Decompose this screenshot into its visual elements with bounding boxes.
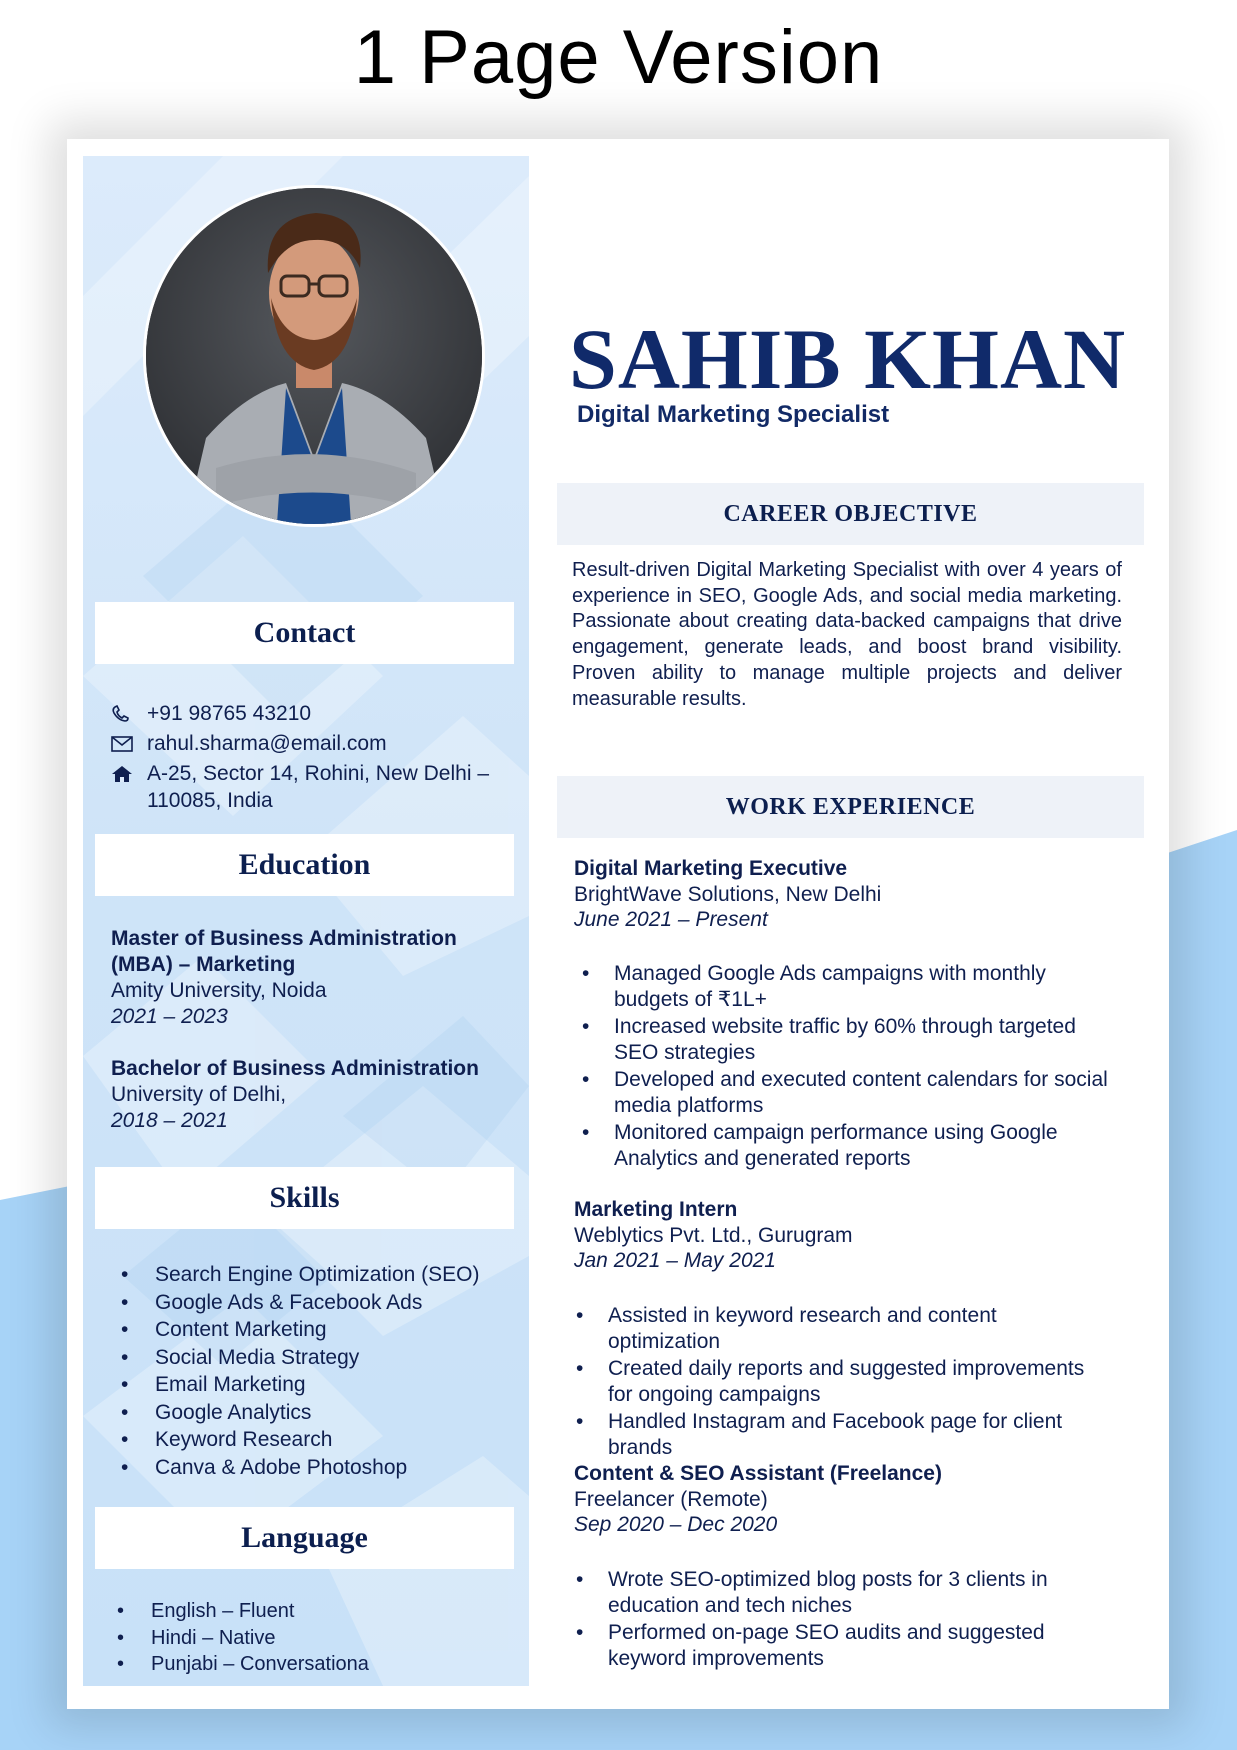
list-item: • Canva & Adobe Photoshop: [113, 1454, 523, 1482]
list-item: • Google Analytics: [113, 1399, 523, 1427]
job-dates: June 2021 – Present: [574, 908, 768, 931]
contact-list: [111, 700, 521, 817]
list-item: • Monitored campaign performance using Google Analytics and generated reports: [574, 1120, 1119, 1171]
language-list: [109, 1598, 519, 1678]
list-item: • Email Marketing: [113, 1371, 523, 1399]
list-item: • English – Fluent: [109, 1598, 519, 1625]
contact-address-text: A-25, Sector 14, Rohini, New Delhi – 110085, India: [147, 762, 489, 812]
education-degree: Bachelor of Business Administration: [111, 1057, 479, 1080]
list-item: • Assisted in keyword research and content optimization: [568, 1303, 1108, 1354]
contact-address: [111, 760, 521, 814]
sidebar: [83, 156, 529, 1686]
list-item: • Google Ads & Facebook Ads: [113, 1289, 523, 1317]
skills-list: [113, 1261, 523, 1481]
education-school: University of Delhi,: [111, 1083, 287, 1106]
job-entry: [574, 856, 1144, 933]
person-name: SAHIB KHAN: [569, 311, 1127, 407]
list-item: • Punjabi – Conversationa: [109, 1651, 519, 1678]
experience-heading: WORK EXPERIENCE: [557, 776, 1144, 838]
list-item: • Wrote SEO-optimized blog posts for 3 clients in education and tech niches: [568, 1567, 1088, 1618]
job-dates: Sep 2020 – Dec 2020: [574, 1513, 778, 1536]
job-entry: [574, 1197, 1144, 1274]
list-item: • Handled Instagram and Facebook page for client brands: [568, 1409, 1108, 1460]
list-item: • Search Engine Optimization (SEO): [113, 1261, 523, 1289]
list-item: • Hindi – Native: [109, 1625, 519, 1652]
list-item: • Managed Google Ads campaigns with monthly budgets of ₹1L+: [574, 961, 1119, 1012]
phone-icon: [111, 700, 147, 727]
banner-title: 1 Page Version: [353, 15, 884, 100]
job-title: Marketing Intern: [574, 1198, 738, 1221]
contact-email: [111, 730, 521, 757]
job-bullets: [568, 1567, 1088, 1673]
contact-heading: Contact: [95, 602, 514, 664]
list-item: • Developed and executed content calendars for social media platforms: [574, 1067, 1119, 1118]
list-item: • Content Marketing: [113, 1316, 523, 1344]
education-years: 2021 – 2023: [111, 1005, 228, 1028]
list-item: • Created daily reports and suggested improvements for ongoing campaigns: [568, 1356, 1108, 1407]
job-bullets: [568, 1303, 1108, 1462]
home-icon: [111, 760, 147, 787]
list-item: • Keyword Research: [113, 1426, 523, 1454]
contact-email-text: rahul.sharma@email.com: [147, 732, 387, 755]
list-item: • Performed on-page SEO audits and suggested keyword improvements: [568, 1620, 1088, 1671]
mail-icon: [111, 730, 147, 757]
job-company: Weblytics Pvt. Ltd., Gurugram: [574, 1223, 853, 1247]
education-item: [111, 1056, 521, 1134]
education-item: [111, 926, 521, 1030]
list-item: • Social Media Strategy: [113, 1344, 523, 1372]
skills-heading: Skills: [95, 1167, 514, 1229]
objective-text: Result-driven Digital Marketing Specialist with over 4 years of experience in SEO, Google Ads, and social media marketing. Passionate about creating data-backed campaigns that drive engagement, generate leads, and boost brand visibility. Proven ability to manage multiple projects and deliver measurable results.: [572, 559, 1122, 710]
job-company: BrightWave Solutions, New Delhi: [574, 882, 882, 906]
contact-phone: [111, 700, 521, 727]
resume-page: [67, 139, 1169, 1709]
job-entry: [574, 1461, 1144, 1538]
job-title: Content & SEO Assistant (Freelance): [574, 1462, 942, 1485]
job-title: Digital Marketing Executive: [574, 857, 848, 880]
contact-phone-text: +91 98765 43210: [147, 702, 312, 725]
language-heading: Language: [95, 1507, 514, 1569]
objective-heading: CAREER OBJECTIVE: [557, 483, 1144, 545]
person-role: Digital Marketing Specialist: [577, 401, 890, 428]
list-item: • Increased website traffic by 60% through targeted SEO strategies: [574, 1014, 1119, 1065]
education-school: Amity University, Noida: [111, 979, 327, 1002]
job-dates: Jan 2021 – May 2021: [574, 1249, 776, 1272]
job-bullets: [574, 961, 1119, 1173]
education-degree: Master of Business Administration (MBA) – Marketing: [111, 927, 457, 976]
job-company: Freelancer (Remote): [574, 1487, 768, 1511]
education-years: 2018 – 2021: [111, 1109, 228, 1132]
education-heading: Education: [95, 834, 514, 896]
profile-photo: [143, 185, 485, 527]
